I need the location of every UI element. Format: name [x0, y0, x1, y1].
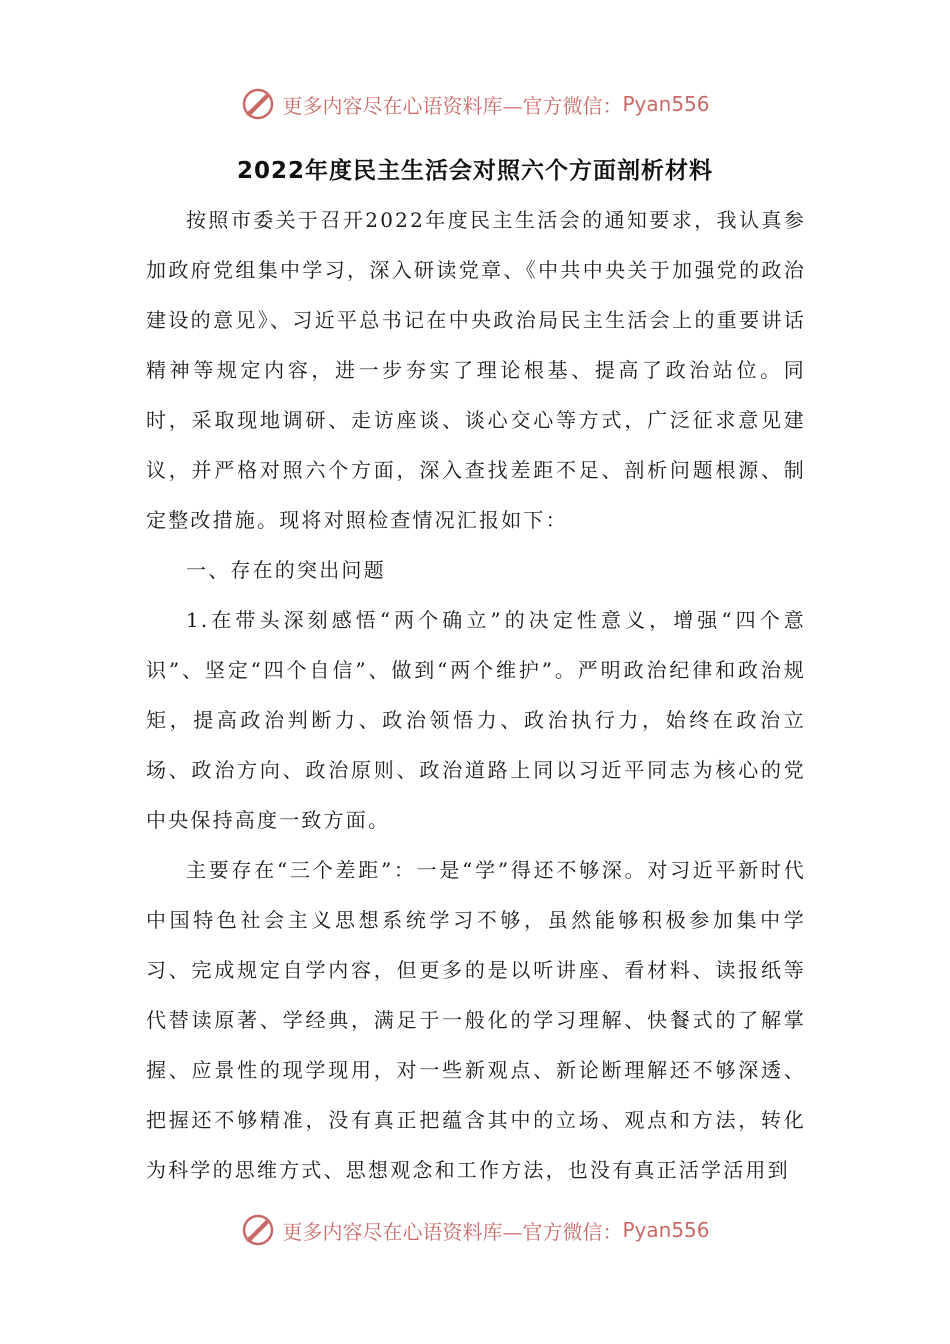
watermark-wechat-id: Pyan556 — [622, 1218, 710, 1242]
header-watermark — [0, 84, 950, 124]
pen-logo-icon — [240, 1212, 276, 1248]
pen-logo-icon — [240, 86, 276, 122]
document-body — [146, 195, 806, 1195]
watermark-text: 更多内容尽在心语资料库—官方微信： — [282, 1219, 623, 1244]
paragraph-item-1: 1.在带头深刻感悟“两个确立”的决定性意义，增强“四个意识”、坚定“四个自信”、做到“两个维护”。严明政治纪律和政治规矩，提高政治判断力、政治领悟力、政治执行力，始终在政治立场、政治方向、政治原则、政治道路上同以习近平同志为核心的党中央保持高度一致方面。 — [146, 608, 806, 832]
watermark-wechat-id: Pyan556 — [622, 92, 710, 116]
document-title: 2022年度民主生活会对照六个方面剖析材料 — [236, 158, 713, 184]
paragraph-gaps: 主要存在“三个差距”：一是“学”得还不够深。对习近平新时代中国特色社会主义思想系统学习不够，虽然能够积极参加集中学习、完成规定自学内容，但更多的是以听讲座、看材料、读报纸等代替读原著、学经典，满足于一般化的学习理解、快餐式的了解掌握、应景性的现学现用，对一些新观点、新论断理解还不够深透、把握还不够精准，没有真正把蕴含其中的立场、观点和方法，转化为科学的思维方式、思想观念和工作方法，也没有真正活学活用到 — [146, 858, 806, 1182]
watermark-text: 更多内容尽在心语资料库—官方微信： — [282, 93, 623, 118]
paragraph-intro: 按照市委关于召开2022年度民主生活会的通知要求，我认真参加政府党组集中学习，深入研读党章、《中共中央关于加强党的政治建设的意见》、习近平总书记在中央政治局民主生活会上的重要讲话精神等规定内容，进一步夯实了理论根基、提高了政治站位。同时，采取现地调研、走访座谈、谈心交心等方式，广泛征求意见建议，并严格对照六个方面，深入查找差距不足、剖析问题根源、制定整改措施。现将对照检查情况汇报如下： — [146, 208, 806, 532]
footer-watermark — [0, 1210, 950, 1250]
section-heading: 一、存在的突出问题 — [186, 558, 386, 582]
